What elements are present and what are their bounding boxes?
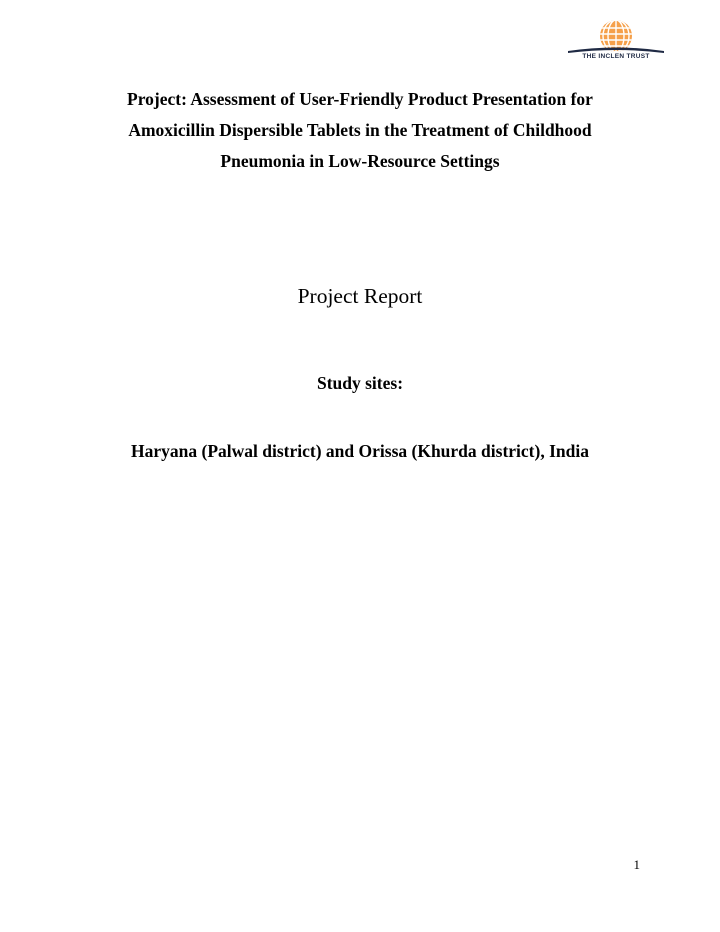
project-title-line-2: Amoxicillin Dispersible Tablets in the Treatment of Childhood: [128, 120, 592, 140]
logo-text: THE INCLEN TRUST: [582, 53, 650, 60]
inclen-trust-logo: [566, 18, 666, 66]
study-sites-value: Haryana (Palwal district) and Orissa (Khurda district), India: [131, 441, 589, 461]
report-heading: Project Report: [297, 284, 423, 308]
study-sites-label: Study sites:: [316, 373, 404, 393]
page-number: 1: [633, 857, 640, 872]
project-title-line-1: Project: Assessment of User-Friendly Product Presentation for: [127, 89, 593, 109]
project-title-line-3: Pneumonia in Low-Resource Settings: [220, 151, 500, 171]
project-title: [60, 84, 660, 177]
